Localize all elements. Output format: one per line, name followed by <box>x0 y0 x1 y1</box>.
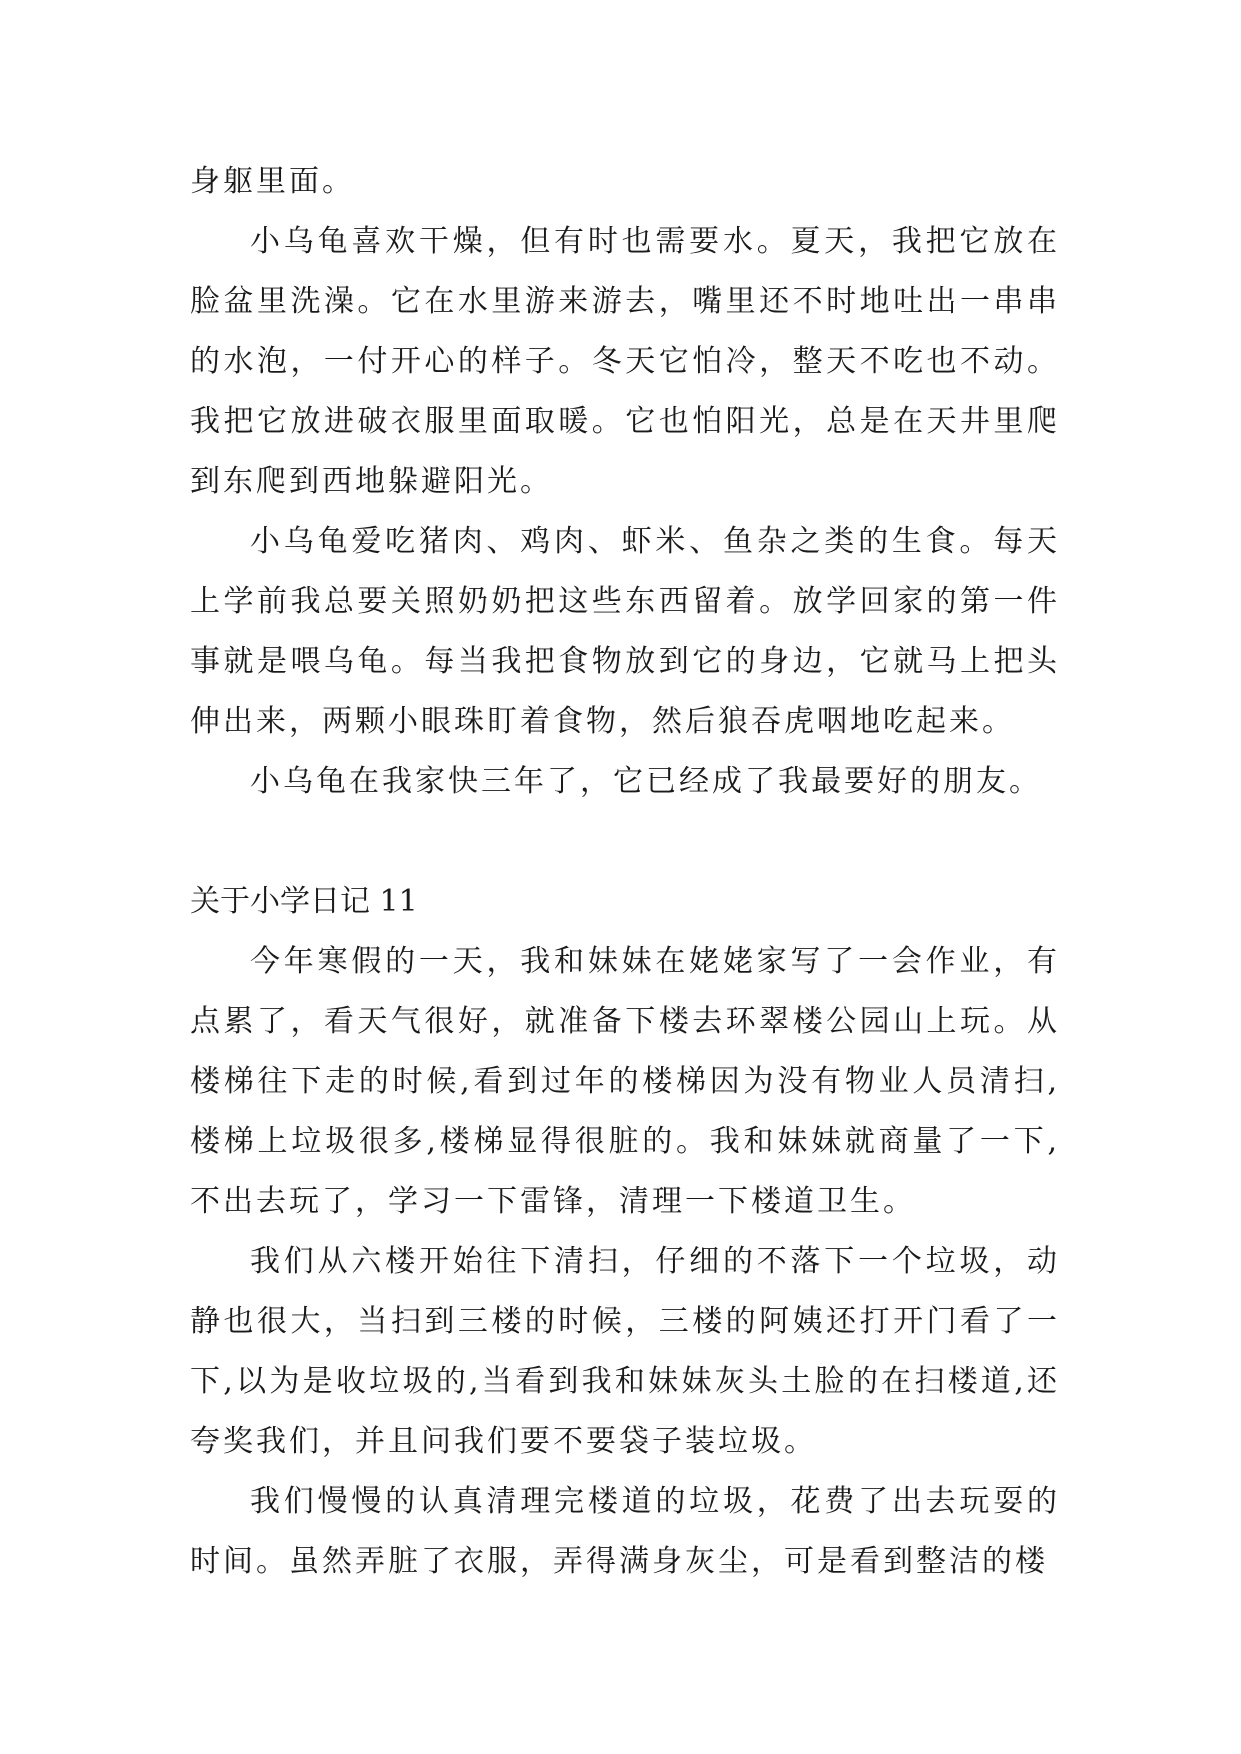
paragraph-turtle-habits: 小乌龟喜欢干燥，但有时也需要水。夏天，我把它放在脸盆里洗澡。它在水里游来游去，嘴里还不时地吐出一串串的水泡，一付开心的样子。冬天它怕冷，整天不吃也不动。我把它放进破衣服里面取暖。它也怕阳光，总是在天井里爬到东爬到西地躲避阳光。 <box>190 224 1060 499</box>
document-body <box>190 152 1060 1592</box>
paragraph-continuation: 身躯里面。 <box>190 164 355 199</box>
paragraph-winter-holiday: 今年寒假的一天，我和妹妹在姥姥家写了一会作业，有点累了，看天气很好，就准备下楼去环翠楼公园山上玩。从楼梯往下走的时候,看到过年的楼梯因为没有物业人员清扫,楼梯上垃圾很多,楼梯显得很脏的。我和妹妹就商量了一下,不出去玩了，学习一下雷锋，清理一下楼道卫生。 <box>190 944 1060 1219</box>
paragraph-turtle-friend: 小乌龟在我家快三年了，它已经成了我最要好的朋友。 <box>250 764 1042 799</box>
paragraph-turtle-food: 小乌龟爱吃猪肉、鸡肉、虾米、鱼杂之类的生食。每天上学前我总要关照奶奶把这些东西留着。放学回家的第一件事就是喂乌龟。每当我把食物放到它的身边，它就马上把头伸出来，两颗小眼珠盯着食物，然后狼吞虎咽地吃起来。 <box>190 524 1060 739</box>
section-title: 关于小学日记 11 <box>190 884 418 919</box>
paragraph-cleaning-done: 我们慢慢的认真清理完楼道的垃圾，花费了出去玩耍的时间。虽然弄脏了衣服，弄得满身灰尘，可是看到整洁的楼 <box>190 1484 1060 1579</box>
paragraph-cleaning-stairs: 我们从六楼开始往下清扫，仔细的不落下一个垃圾，动静也很大，当扫到三楼的时候，三楼的阿姨还打开门看了一下,以为是收垃圾的,当看到我和妹妹灰头土脸的在扫楼道,还夸奖我们，并且问我们要不要袋子装垃圾。 <box>190 1244 1060 1459</box>
